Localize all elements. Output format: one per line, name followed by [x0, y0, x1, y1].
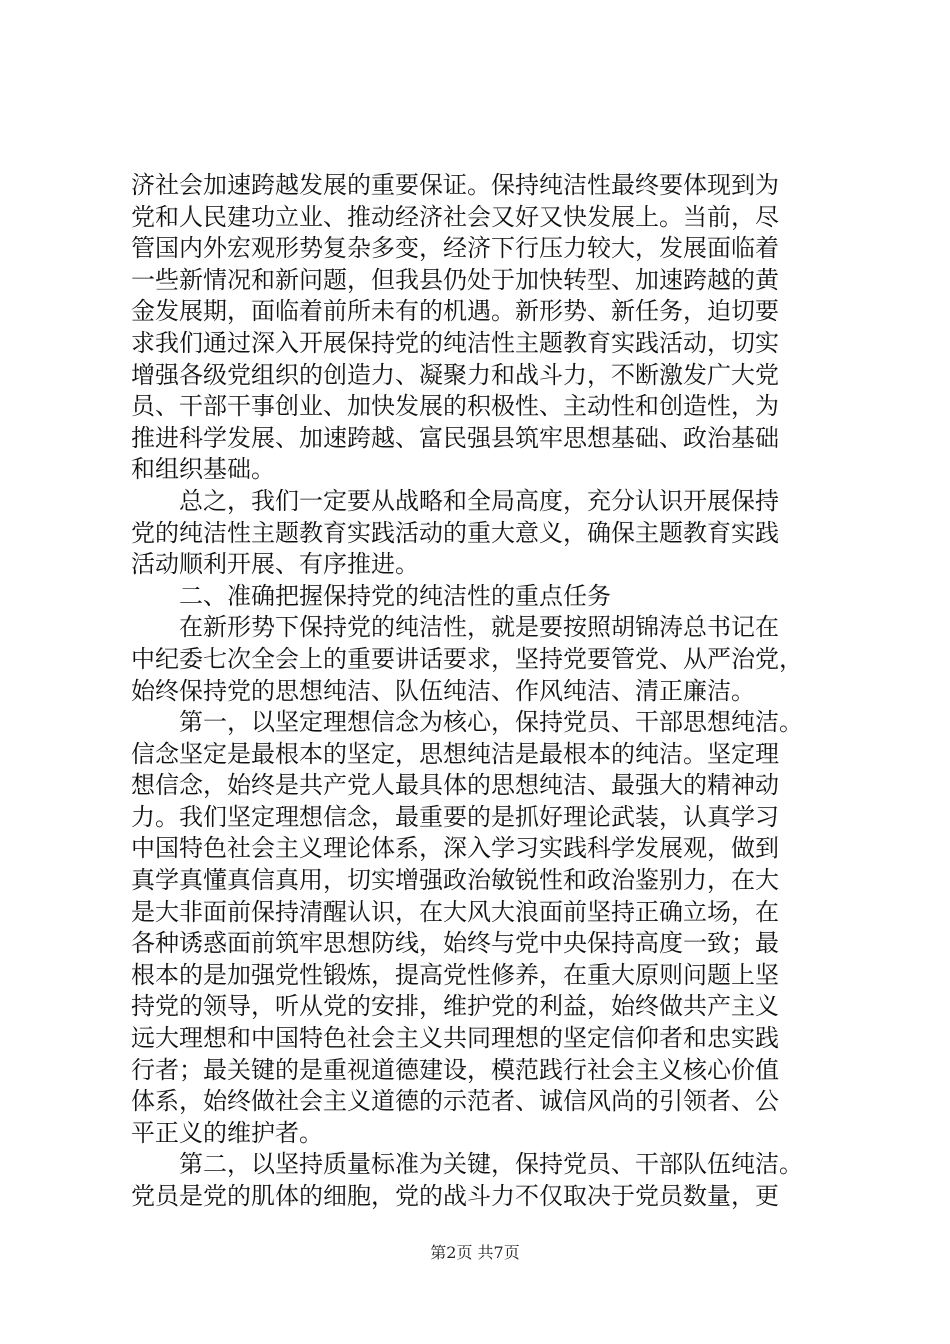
- paragraph: [131, 581, 831, 613]
- text-line: 真学真懂真信真用，切实增强政治敏锐性和政治鉴别力，在大: [131, 866, 779, 895]
- text-line: 始终保持党的思想纯洁、队伍纯洁、作风纯洁、清正廉洁。: [131, 676, 755, 705]
- text-line: 第二，以坚持质量标准为关键，保持党员、干部队伍纯洁。: [179, 1150, 803, 1179]
- text-line: 金发展期，面临着前所未有的机遇。新形势、新任务，迫切要: [131, 297, 779, 326]
- text-line: 中纪委七次全会上的重要讲话要求，坚持党要管党、从严治党，: [131, 644, 803, 673]
- text-line: 求我们通过深入开展保持党的纯洁性主题教育实践活动，切实: [131, 328, 779, 357]
- text-line: 第一，以坚定理想信念为核心，保持党员、干部思想纯洁。: [179, 708, 803, 737]
- text-line: 员、干部干事创业、加快发展的积极性、主动性和创造性，为: [131, 392, 779, 421]
- paragraph: [131, 707, 831, 1149]
- text-line: 一些新情况和新问题，但我县仍处于加快转型、加速跨越的黄: [131, 265, 779, 294]
- text-line: 活动顺利开展、有序推进。: [131, 550, 419, 579]
- document-body: [131, 170, 831, 1213]
- text-line: 推进科学发展、加速跨越、富民强县筑牢思想基础、政治基础: [131, 423, 779, 452]
- text-line: 信念坚定是最根本的坚定，思想纯洁是最根本的纯洁。坚定理: [131, 739, 779, 768]
- text-line: 远大理想和中国特色社会主义共同理想的坚定信仰者和忠实践: [131, 1024, 779, 1053]
- paragraph: [131, 170, 831, 486]
- text-line: 各种诱惑面前筑牢思想防线，始终与党中央保持高度一致；最: [131, 929, 779, 958]
- text-line: 体系，始终做社会主义道德的示范者、诚信风尚的引领者、公: [131, 1087, 779, 1116]
- text-line: 中国特色社会主义理论体系，深入学习实践科学发展观，做到: [131, 834, 779, 863]
- text-line: 二、准确把握保持党的纯洁性的重点任务: [179, 581, 611, 610]
- text-line: 党员是党的肌体的细胞，党的战斗力不仅取决于党员数量，更: [131, 1182, 779, 1210]
- page-footer: 第2页 共7页: [430, 1243, 520, 1262]
- paragraph: [131, 612, 831, 707]
- text-line: 根本的是加强党性锻炼，提高党性修养，在重大原则问题上坚: [131, 960, 779, 989]
- text-line: 济社会加速跨越发展的重要保证。保持纯洁性最终要体现到为: [131, 171, 779, 199]
- text-line: 力。我们坚定理想信念，最重要的是抓好理论武装，认真学习: [131, 802, 779, 831]
- text-line: 党和人民建功立业、推动经济社会又好又快发展上。当前，尽: [131, 202, 779, 231]
- text-line: 是大非面前保持清醒认识，在大风大浪面前坚持正确立场，在: [131, 897, 779, 926]
- text-line: 增强各级党组织的创造力、凝聚力和战斗力，不断激发广大党: [131, 360, 779, 389]
- text-line: 想信念，始终是共产党人最具体的思想纯洁、最强大的精神动: [131, 771, 779, 800]
- paragraph: [131, 486, 831, 581]
- text-line: 管国内外宏观形势复杂多变，经济下行压力较大，发展面临着: [131, 234, 779, 263]
- text-line: 党的纯洁性主题教育实践活动的重大意义，确保主题教育实践: [131, 518, 779, 547]
- paragraph: [131, 1149, 831, 1212]
- text-line: 持党的领导，听从党的安排，维护党的利益，始终做共产主义: [131, 992, 779, 1021]
- text-line: 行者；最关键的是重视道德建设，模范践行社会主义核心价值: [131, 1055, 779, 1084]
- text-line: 总之，我们一定要从战略和全局高度，充分认识开展保持: [179, 486, 779, 515]
- text-line: 和组织基础。: [131, 455, 275, 484]
- text-line: 平正义的维护者。: [131, 1118, 323, 1147]
- text-line: 在新形势下保持党的纯洁性，就是要按照胡锦涛总书记在: [179, 613, 779, 642]
